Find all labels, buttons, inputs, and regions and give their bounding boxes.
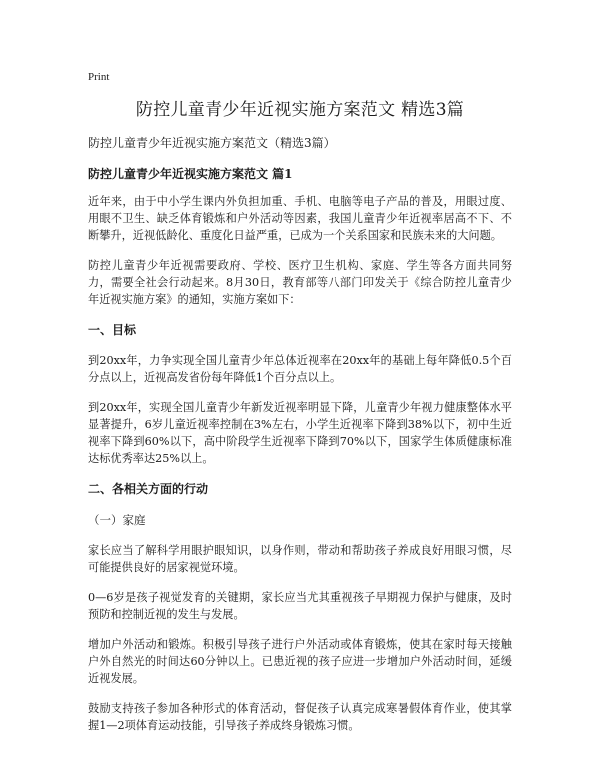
article-title: 防控儿童青少年近视实施方案范文 篇1 bbox=[88, 167, 293, 181]
family-paragraph-2: 0—6岁是孩子视觉发育的关键期，家长应当尤其重视孩子早期视力保护与健康，及时预防和控制近视的发生与发展。 bbox=[88, 591, 512, 621]
section-heading-goals: 一、目标 bbox=[88, 323, 137, 337]
section-heading-actions: 二、各相关方面的行动 bbox=[88, 482, 209, 496]
goal-paragraph-1: 到20xx年，力争实现全国儿童青少年总体近视率在20xx年的基础上每年降低0.5个百分点以上，近视高发省份每年降低1个百分点以上。 bbox=[88, 354, 512, 384]
sub-heading-family: （一）家庭 bbox=[88, 513, 146, 527]
family-paragraph-4: 鼓励支持孩子参加各种形式的体育活动，督促孩子认真完成寒暑假体育作业，使其掌握1—2项体育运动技能，引导孩子养成终身锻炼习惯。 bbox=[88, 702, 512, 732]
goal-paragraph-2: 到20xx年，实现全国儿童青少年新发近视率明显下降，儿童青少年视力健康整体水平显著提升，6岁儿童近视率控制在3%左右，小学生近视率下降到38%以下，初中生近视率下降到60%以下，高中阶段学生近视率下降到70%以下，国家学生体质健康标准达标优秀率达25%以上。 bbox=[88, 401, 512, 465]
intro-paragraph-2: 防控儿童青少年近视需要政府、学校、医疗卫生机构、家庭、学生等各方面共同努力，需要全社会行动起来。8月30日，教育部等八部门印发关于《综合防控儿童青少年近视实施方案》的通知，实施方案如下： bbox=[88, 259, 512, 306]
intro-paragraph-1: 近年来，由于中小学生课内外负担加重、手机、电脑等电子产品的普及，用眼过度、用眼不卫生、缺乏体育锻炼和户外活动等因素，我国儿童青少年近视率居高不下、不断攀升，近视低龄化、重度化日益严重，已成为一个关系国家和民族未来的大问题。 bbox=[88, 195, 512, 242]
family-paragraph-3: 增加户外活动和锻炼。积极引导孩子进行户外活动或体育锻炼，使其在家时每天接触户外自然光的时间达60分钟以上。已患近视的孩子应进一步增加户外活动时间，延缓近视发展。 bbox=[88, 638, 512, 685]
document-subtitle: 防控儿童青少年近视实施方案范文（精选3篇） bbox=[88, 136, 336, 150]
family-paragraph-1: 家长应当了解科学用眼护眼知识，以身作则，带动和帮助孩子养成良好用眼习惯，尽可能提供良好的居家视觉环境。 bbox=[88, 544, 512, 574]
print-label[interactable]: Print bbox=[88, 71, 110, 83]
page-title: 防控儿童青少年近视实施方案范文 精选3篇 bbox=[135, 100, 465, 120]
